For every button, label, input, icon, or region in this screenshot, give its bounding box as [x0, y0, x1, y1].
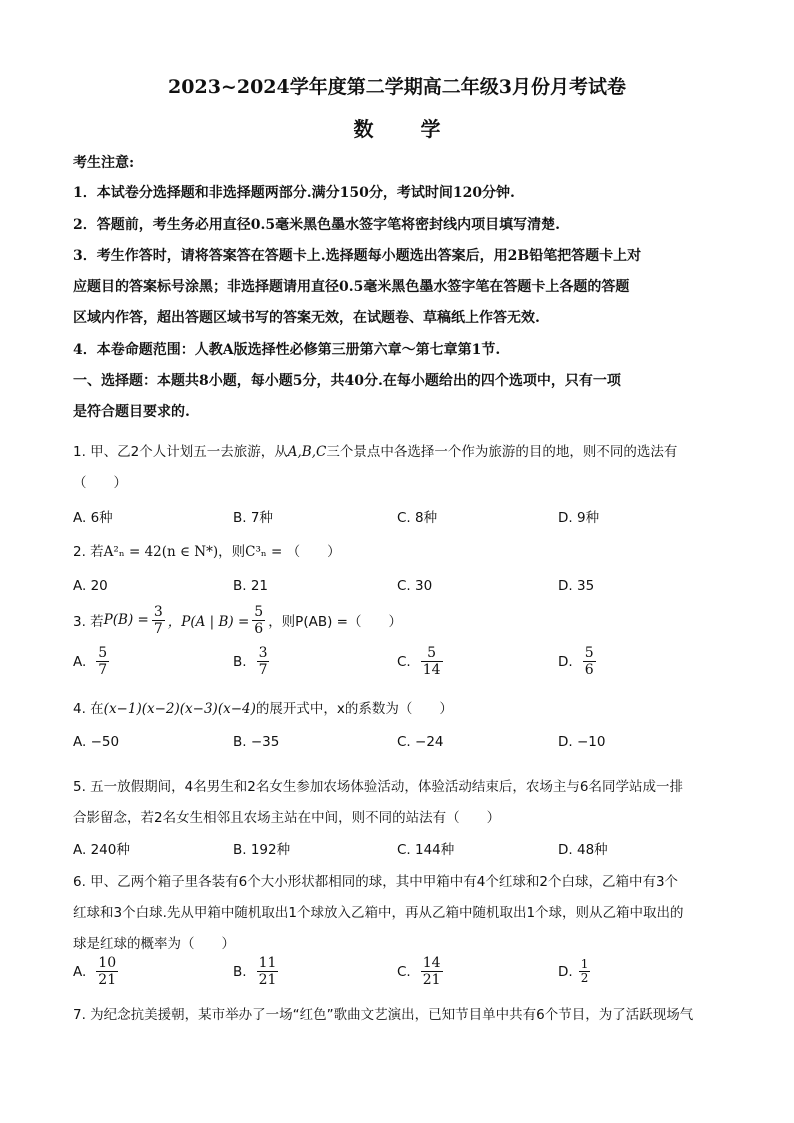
q4-option-d: D. −10: [558, 734, 606, 750]
q1-option-b: B. 7种: [233, 510, 273, 526]
q3-c-num: 5: [427, 645, 437, 661]
q3-pab-fraction: [252, 604, 265, 637]
q4-option-c: C. −24: [397, 734, 444, 750]
q6-c-fraction: [421, 955, 443, 988]
q3-b-label: B.: [233, 653, 247, 670]
q3-b-num: 3: [258, 645, 268, 661]
q2-prefix: 2. 若: [73, 544, 104, 560]
exam-title: 2023~2024学年度第二学期高二年级3月份月考试卷: [168, 76, 626, 98]
q5-option-d: D. 48种: [558, 842, 608, 858]
q3-pab-num: 5: [254, 603, 264, 620]
q3-c-fraction: [421, 645, 443, 678]
q6-b-num: 11: [258, 955, 277, 971]
q1-option-d: D. 9种: [558, 510, 600, 526]
q6-b-den: 21: [258, 972, 277, 988]
q6-option-a: [73, 955, 121, 988]
q3-c-den: 14: [422, 662, 441, 678]
q2-option-a: A. 20: [73, 578, 108, 594]
q6-a-fraction: [96, 955, 118, 988]
q4-option-b: B. −35: [233, 734, 280, 750]
q2-option-c: C. 30: [397, 578, 433, 594]
q3-b-den: 7: [258, 662, 268, 678]
q6-b-fraction: [257, 955, 279, 988]
q1-math: A,B,C: [287, 444, 327, 460]
q6-c-num: 14: [422, 955, 441, 971]
section-heading-cont: 是符合题目要求的.: [73, 404, 190, 420]
q6-d-fraction: [579, 958, 591, 985]
q3-d-num: 5: [584, 645, 594, 661]
q3-option-b: [233, 645, 272, 678]
q6-option-d: [558, 958, 593, 985]
question-5-stem: 5. 五一放假期间，4名男生和2名女生参加农场体验活动，体验活动结束后，农场主与6名同学站成一排: [73, 779, 683, 795]
q6-a-label: A.: [73, 963, 87, 980]
q2-option-b: B. 21: [233, 578, 269, 594]
subject-title: 数 学: [353, 117, 461, 141]
q3-suffix: ，则P(AB) =（ ）: [268, 614, 402, 630]
notice-item-2: 2．答题前，考生务必用直径0.5毫米黑色墨水签字笔将密封线内项目填写清楚.: [73, 217, 560, 233]
q2-math: A²ₙ = 42(n ∈ N*): [103, 544, 219, 560]
q3-d-label: D.: [558, 653, 573, 670]
q6-b-label: B.: [233, 963, 247, 980]
q3-pb: P(B) =: [103, 612, 149, 628]
question-7-stem: 7. 为纪念抗美援朝，某市举办了一场“红色”歌曲文艺演出，已知节目单中共有6个节目，为了活跃现场气: [73, 1007, 694, 1023]
q6-option-c: [397, 955, 446, 988]
q1-suffix: 三个景点中各选择一个作为旅游的目的地，则不同的选法有: [326, 444, 678, 460]
q3-pb-num: 3: [153, 603, 163, 620]
q5-option-a: A. 240种: [73, 842, 130, 858]
q3-prefix: 3. 若: [73, 614, 104, 630]
q3-a-fraction: [96, 645, 109, 678]
q3-d-fraction: [583, 645, 596, 678]
notice-item-4: 4．本卷命题范围：人教A版选择性必修第三册第六章～第七章第1节.: [73, 342, 501, 358]
q2-math2: C³ₙ = （ ）: [245, 544, 341, 560]
q3-option-a: [73, 645, 112, 678]
question-3-stem: [73, 603, 402, 637]
q6-d-den: 2: [580, 971, 589, 985]
question-6-stem: 6. 甲、乙两个箱子里各装有6个大小形状都相同的球，其中甲箱中有4个红球和2个白球，乙箱中有3个: [73, 874, 679, 890]
notice-item-3: 3．考生作答时，请将答案答在答题卡上.选择题每小题选出答案后，用2B铅笔把答题卡上对: [73, 248, 642, 264]
q1-option-a: A. 6种: [73, 510, 113, 526]
q3-option-d: [558, 645, 599, 678]
q6-a-num: 10: [98, 955, 117, 971]
question-1-stem: [73, 440, 677, 460]
question-6-stem-cont2: 球是红球的概率为（ ）: [73, 936, 235, 952]
q2-mid: ，则: [218, 544, 246, 560]
q4-prefix: 4. 在: [73, 701, 104, 717]
q2-option-d: D. 35: [558, 578, 595, 594]
q6-c-label: C.: [397, 963, 411, 980]
q3-a-den: 7: [98, 662, 108, 678]
q4-option-a: A. −50: [73, 734, 120, 750]
question-5-stem-cont: 合影留念，若2名女生相邻且农场主站在中间，则不同的站法有（ ）: [73, 810, 501, 826]
q4-math: (x−1)(x−2)(x−3)(x−4): [103, 701, 256, 717]
q3-pab-den: 6: [254, 620, 264, 637]
notice-item-1: 1．本试卷分选择题和非选择题两部分.满分150分，考试时间120分钟.: [73, 185, 515, 201]
notice-heading: 考生注意:: [73, 155, 135, 171]
q1-paren: （ ）: [73, 475, 127, 491]
q3-d-den: 6: [584, 662, 594, 678]
q6-option-b: [233, 955, 281, 988]
q3-a-num: 5: [98, 645, 108, 661]
q1-prefix: 1. 甲、乙2个人计划五一去旅游，从: [73, 444, 288, 460]
question-6-stem-cont1: 红球和3个白球.先从甲箱中随机取出1个球放入乙箱中，再从乙箱中随机取出1个球，则从乙箱中取出的: [73, 905, 684, 921]
notice-item-3-cont1: 应题目的答案标号涂黑；非选择题请用直径0.5毫米黑色墨水签字笔在答题卡上各题的答题: [73, 279, 630, 295]
q3-c-label: C.: [397, 653, 411, 670]
q4-suffix: 的展开式中，x的系数为（ ）: [255, 701, 453, 717]
question-2-stem: [73, 540, 341, 560]
question-4-stem: [73, 697, 453, 717]
q3-a-label: A.: [73, 653, 87, 670]
q6-d-num: 1: [580, 957, 589, 971]
q1-option-c: C. 8种: [397, 510, 438, 526]
q5-option-c: C. 144种: [397, 842, 455, 858]
q6-a-den: 21: [98, 972, 117, 988]
q6-d-label: D.: [558, 963, 573, 980]
section-heading: 一、选择题：本题共8小题，每小题5分，共40分.在每小题给出的四个选项中，只有一项: [73, 373, 621, 389]
q3-pb-fraction: [152, 604, 165, 637]
notice-item-3-cont2: 区域内作答，超出答题区域书写的答案无效，在试题卷、草稿纸上作答无效.: [73, 310, 540, 326]
q3-option-c: [397, 645, 446, 678]
q6-c-den: 21: [422, 972, 441, 988]
q3-b-fraction: [257, 645, 270, 678]
q3-pb-den: 7: [153, 620, 163, 637]
q3-pab: ，P(A | B) =: [167, 614, 250, 630]
q5-option-b: B. 192种: [233, 842, 291, 858]
